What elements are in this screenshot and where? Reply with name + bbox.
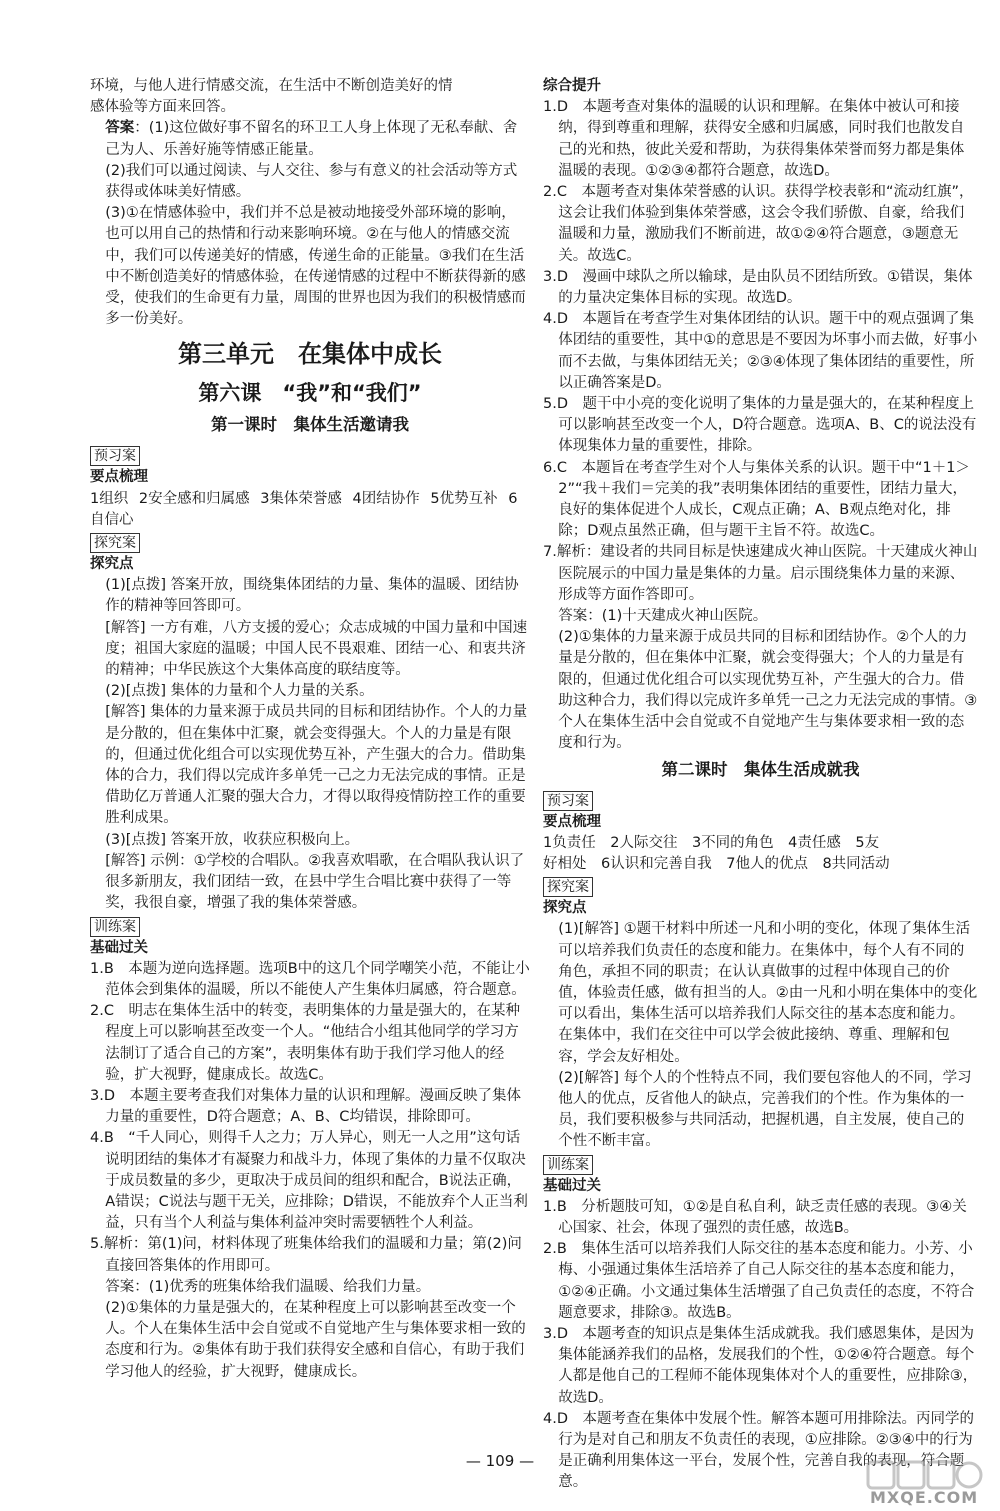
- section-box-explore: 探究案: [90, 533, 140, 553]
- section-heading: 基础过关: [543, 1177, 601, 1194]
- section-heading: 要点梳理: [543, 813, 601, 830]
- period-title: 第一课时 集体生活邀请我: [211, 415, 409, 435]
- answer-paragraph: (2)①集体的力量来源于成员共同的目标和团结协作。②个人的力量是分散的，但在集体中汇聚，就会变得强大；个人的力量是有限的，但通过优化组合可以实现优势互补，产生强大的合力。借助这种合力，我们得以完成许多单凭一己之力无法完成的事情。③个人在集体生活中会自觉或不自觉地产生与集体要求相一致的态度和行为。: [558, 629, 978, 752]
- answer-paragraph: [90, 118, 530, 160]
- section-box-preview: 预习案: [90, 446, 140, 466]
- question-item: 4.B “千人同心，则得千人之力；万人异心，则无一人之用”这句话说明团结的集体才有凝聚力和战斗力，体现了集体的力量不仅取决于成员数量的多少，更取决于成员间的组织和配合，B说法正确，A错误；C说法与题干无关，应排除；D错误，不能放弃个人正当利益，只有当个人利益与集体利益冲突时需要牺牲个人利益。: [90, 1130, 528, 1232]
- section-box-practice: 训练案: [543, 1155, 593, 1175]
- question-item: 2.C 本题考查对集体荣誉感的认识。获得学校表彰和“流动红旗”，这会让我们体验到集体荣誉感，这会令我们骄傲、自豪，给我们温暖和力量，激励我们不断前进，故①②④符合题意，③题意无关。故选C。: [543, 184, 974, 264]
- unit-title: 第三单元 在集体中成长: [178, 340, 442, 369]
- question-item: 2.B 集体生活可以培养我们人际交往的基本态度和能力。小芳、小梅、小强通过集体生活培养了自己人际交往的基本态度和能力，①②④正确。小文通过集体生活增强了自己负责任的态度，不符合题意要求，排除③。故选B。: [543, 1241, 975, 1321]
- key-points-list: [90, 489, 530, 531]
- question-item: 6.C 本题旨在考查学生对个人与集体关系的认识。题干中“1＋1＞2”“我＋我们＝完美的我”表明集体团结的重要性，团结力量大，良好的集体促进个人成长，C观点正确；A、B观点绝对化，排除；D观点虽然正确，但与题干主旨不符。故选C。: [543, 459, 970, 540]
- explore-paragraph: [解答] 一方有难，八方支援的爱心；众志成城的中国力量和中国速度；祖国大家庭的温暖；中国人民不畏艰难、团结一心、和衷共济的精神；中华民族这个大集体高度的联结度等。: [105, 619, 528, 679]
- page-number: — 109 —: [465, 1452, 535, 1470]
- question-item: 1.B 本题为逆向选择题。选项B中的这几个同学嘲笑小范，不能让小范体会到集体的温暖，所以不能使人产生集体归属感，符合题意。: [90, 960, 530, 998]
- explore-paragraph: [解答] 集体的力量来源于成员共同的目标和团结协作。个人的力量是分散的，但在集体中汇聚，就会变得强大。个人的力量是有限的，但通过优化组合可以实现优势互补，产生强大的合力。借助集体的合力，我们得以完成许多单凭一己之力无法完成的事情。正是借助亿万普通人汇聚的强大合力，才得以取得疫情防控工作的重要胜利成果。: [105, 704, 528, 827]
- watermark-text: MXQE.COM: [870, 1488, 979, 1507]
- question-item: 5.解析：第(1)问，材料体现了班集体给我们的温暖和力量；第(2)问直接回答集体的作用即可。: [90, 1236, 522, 1274]
- key-points-line: 1负责任 2人际交往 3不同的角色 4责任感 5友: [543, 834, 880, 851]
- lesson-title: 第六课 “我”和“我们”: [198, 381, 422, 406]
- answer-paragraph: 答案：(1)优秀的班集体给我们温暖、给我们力量。: [105, 1278, 431, 1295]
- answer-paragraph: (2)①集体的力量是强大的，在某种程度上可以影响甚至改变一个人。个人在集体生活中会自觉或不自觉地产生与集体要求相一致的态度和行为。②集体有助于我们获得安全感和自信心，有助于我们学习他人的经验，扩大视野，健康成长。: [105, 1299, 526, 1380]
- section-heading: 探究点: [90, 556, 134, 573]
- section-heading: 基础过关: [90, 939, 148, 956]
- right-column: [543, 76, 978, 1494]
- section-heading: 综合提升: [543, 78, 601, 94]
- section-box-preview: 预习案: [543, 791, 593, 811]
- explore-paragraph: [解答] 示例：①学校的合唱队。②我喜欢唱歌，在合唱队我认识了很多新朋友，我们团结一致，在县中学生合唱比赛中获得了一等奖，我很自豪，增强了我的集体荣誉感。: [105, 852, 525, 912]
- explore-paragraph: (3)[点拨] 答案开放，收获应积极向上。: [105, 831, 360, 848]
- question-item: 1.B 分析题肢可知，①②是自私自利，缺乏责任感的表现。③④关心国家、社会，体现了强烈的责任感，故选B。: [543, 1198, 967, 1236]
- text-line: 环境，与他人进行情感交流，在生活中不断创造美好的情: [90, 78, 453, 94]
- section-heading: 探究点: [543, 900, 587, 917]
- key-point-item: 4团结协作: [352, 490, 420, 507]
- section-box-practice: 训练案: [90, 917, 140, 937]
- text-line: 感体验等方面来回答。: [90, 99, 235, 116]
- key-point-item: 5优势互补: [430, 490, 498, 507]
- question-item: 3.D 漫画中球队之所以输球，是由队员不团结所致。①错误，集体的力量决定集体目标的实现。故选D。: [543, 268, 973, 307]
- question-item: 2.C 明志在集体生活中的转变，表明集体的力量是强大的，在某种程度上可以影响甚至改变一个人。“他结合小组其他同学的学习方法制订了适合自己的方案”，表明集体有助于我们学习他人的经验，扩大视野，健康成长。故选C。: [90, 1003, 520, 1083]
- question-item: 1.D 本题考查对集体的温暖的认识和理解。在集体中被认可和接纳，得到尊重和理解，获得安全感和归属感，同时我们也散发自己的光和热，彼此关爱和帮助，为获得集体荣誉而努力都是集体温暖的表现。①②③④都符合题意，故选D。: [543, 99, 965, 179]
- answer-label: 答案: [105, 120, 135, 137]
- key-point-item: 6自信心: [90, 490, 518, 528]
- question-item: 7.解析：建设者的共同目标是快速建成火神山医院。十天建成火神山医院展示的中国力量是集体的力量。启示围绕集体力量的来源、形成等方面作答即可。: [543, 544, 978, 603]
- answer-paragraph: 答案：(1)十天建成火神山医院。: [558, 608, 768, 625]
- left-column: [90, 76, 530, 1383]
- question-item: 4.D 本题考查在集体中发展个性。解答本题可用排除法。丙同学的行为是对自己和朋友不负责任的表现，①应排除。②③④中的行为是正确利用集体这一平台，发展个性，完善自我的表现，符合题意。: [543, 1410, 974, 1491]
- key-point-item: 2安全感和归属感: [138, 490, 250, 507]
- question-item: 3.D 本题考查的知识点是集体生活成就我。我们感恩集体，是因为集体能涵养我们的品格，发展我们的个性，①②④符合题意。每个人都是他自己的工程师不能体现集体对个人的重要性，应排除③，故选D。: [543, 1325, 978, 1406]
- question-item: 3.D 本题主要考查我们对集体力量的认识和理解。漫画反映了集体力量的重要性，D符合题意；A、B、C均错误，排除即可。: [90, 1087, 521, 1126]
- section-box-explore: 探究案: [543, 877, 593, 897]
- explore-paragraph: (2)[点拨] 集体的力量和个人力量的关系。: [105, 683, 374, 700]
- key-point-item: 3集体荣誉感: [260, 490, 342, 507]
- explore-paragraph: (1)[解答] ①题干材料中所述一凡和小明的变化，体现了集体生活可以培养我们负责任的态度和能力。在集体中，每个人有不同的角色，承担不同的职责；在认认真做事的过程中体现自己的价值，体验责任感，做有担当的人。②由一凡和小明在集体中的变化可以看出，集体生活可以培养我们人际交往的基本态度和能力。在集体中，我们在交往中可以学会彼此接纳、尊重、理解和包容，学会友好相处。: [558, 921, 978, 1065]
- question-item: 5.D 题干中小亮的变化说明了集体的力量是强大的，在某种程度上可以影响甚至改变一个人，D符合题意。选项A、B、C的说法没有体现集体力量的重要性，排除。: [543, 396, 977, 455]
- explore-paragraph: (2)[解答] 每个人的个性特点不同，我们要包容他人的不同，学习他人的优点，反省他人的缺点，完善我们的个性。作为集体的一员，我们要积极参与共同活动，把握机遇，自主发展，使自己的个性不断丰富。: [558, 1069, 972, 1150]
- period-title: 第二课时 集体生活成就我: [661, 759, 860, 779]
- section-heading: 要点梳理: [90, 469, 148, 486]
- explore-paragraph: (1)[点拨] 答案开放，围绕集体团结的力量、集体的温暖、团结协作的精神等回答即可。: [105, 577, 519, 615]
- key-points-line: 好相处 6认识和完善自我 7他人的优点 8共同活动: [543, 855, 890, 872]
- key-point-item: 1组织: [90, 490, 129, 507]
- answer-paragraph: (3)①在情感体验中，我们并不总是被动地接受外部环境的影响，也可以用自己的热情和行动来影响环境。②在与他人的情感交流中，我们可以传递美好的情感，传递生命的正能量。③我们在生活中不断创造美好的情感体验，在传递情感的过程中不断获得新的感受，使我们的生命更有力量，周围的世界也因为我们的积极情感而多一份美好。: [105, 205, 526, 328]
- question-item: 4.D 本题旨在考查学生对集体团结的认识。题干中的观点强调了集体团结的重要性，其中①的意思是不要因为坏事小而去做，好事小而不去做，与集体团结无关；②③④体现了集体团结的重要性，所以正确答案是D。: [543, 311, 978, 391]
- answer-paragraph: (2)我们可以通过阅读、与人交往、参与有意义的社会活动等方式获得或体味美好情感。: [105, 162, 518, 201]
- answer-text: ：(1)这位做好事不留名的环卫工人身上体现了无私奉献、舍己为人、乐善好施等情感正能量。: [105, 120, 518, 158]
